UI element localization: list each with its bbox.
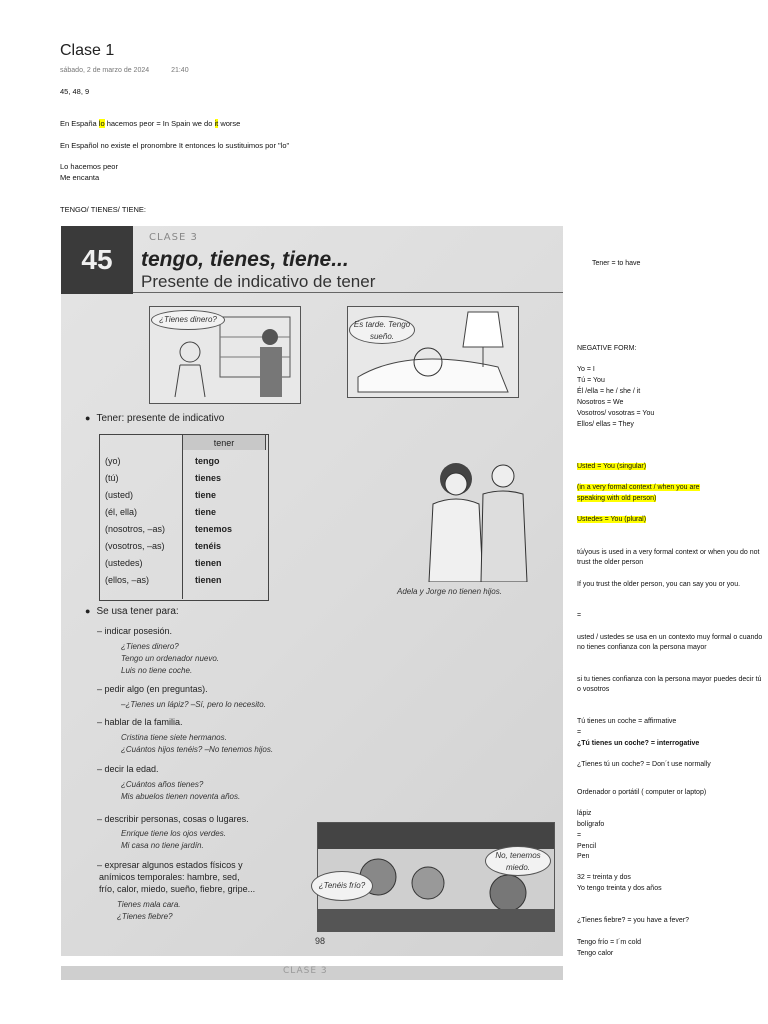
use-estados: – expresar algunos estados físicos y	[97, 860, 243, 870]
use-estados-2: anímicos temporales: hambre, sed,	[99, 872, 240, 882]
use-estados-3: frío, calor, miedo, sueño, fiebre, gripe...	[99, 884, 256, 894]
ex-edad-1: ¿Cuántos años tienes?	[121, 780, 204, 789]
side-affirmative: Tú tienes un coche = affirmative	[577, 718, 677, 725]
note-line2: En Español no existe el pronombre It entonces lo sustituimos por "lo"	[60, 141, 290, 150]
highlight-formal-1: (in a very formal context / when you are	[577, 484, 700, 491]
note-line1-a: En España	[60, 119, 99, 128]
conj-pron-nosotros: (nosotros, –as)	[105, 524, 166, 534]
side-formal-1	[577, 484, 700, 491]
side-pencil: Pencil	[577, 843, 597, 850]
ex-describir-2: Mi casa no tiene jardín.	[121, 841, 204, 850]
side-age: Yo tengo treinta y dos años	[577, 885, 662, 892]
side-cold: Tengo frío = I´m cold	[577, 939, 642, 946]
ex-familia-2: ¿Cuántos hijos tenéis? –No tenemos hijos.	[121, 745, 274, 754]
handwritten-note: CLASE 3	[149, 232, 198, 243]
highlight-it: it	[214, 119, 219, 128]
side-para-3: usted / ustedes se usa en un contexto muy formal o cuando no tienes confianza con la persona mayor	[577, 634, 763, 651]
side-ustedes	[577, 516, 646, 523]
use-edad: – decir la edad.	[97, 764, 159, 774]
use-familia: – hablar de la familia.	[97, 717, 183, 727]
conj-pron-vosotros: (vosotros, –as)	[105, 541, 165, 551]
conj-form-teneis: tenéis	[195, 541, 222, 551]
side-pron-ellos: Ellos/ ellas = They	[577, 421, 634, 428]
side-para-1: tú/yous is used in a very formal context or when you do not trust the older person	[577, 549, 760, 566]
conj-form-tengo: tengo	[195, 456, 220, 466]
bullet-usos: ● Se usa tener para:	[85, 606, 179, 617]
conj-pron-ellos: (ellos, –as)	[105, 575, 150, 585]
conj-pron-el: (él, ella)	[105, 507, 138, 517]
side-pron-tu: Tú = You	[577, 377, 605, 384]
ex-posesion-1: ¿Tienes dinero?	[121, 642, 179, 651]
side-boligrafo: bolígrafo	[577, 821, 605, 828]
conjugation-header: tener	[182, 434, 266, 450]
unit-subtitle: Presente de indicativo de tener	[141, 272, 376, 291]
highlight-lo: lo	[98, 119, 105, 128]
side-lapiz: lápiz	[577, 810, 592, 817]
couple-caption: Adela y Jorge no tienen hijos.	[397, 587, 502, 596]
title-rule	[133, 292, 563, 293]
note-line1-b: hacemos peor = In Spain we do	[104, 119, 215, 128]
conj-form-tiene-el: tiene	[195, 507, 217, 517]
page-time: 21:40	[171, 67, 189, 74]
side-pron-yo: Yo = I	[577, 366, 595, 373]
page-meta	[60, 67, 209, 74]
note-section: TENGO/ TIENES/ TIENE:	[60, 205, 146, 214]
conj-pron-tu: (tú)	[105, 473, 119, 483]
note-pages: 45, 48, 9	[60, 87, 90, 96]
use-pedir: – pedir algo (en preguntas).	[97, 684, 208, 694]
ex-posesion-3: Luis no tiene coche.	[121, 666, 193, 675]
speech-bubble-miedo: No, tenemos miedo.	[485, 846, 551, 876]
page-date: sábado, 2 de marzo de 2024	[60, 67, 150, 74]
conj-form-tienen-ellos: tienen	[195, 575, 222, 585]
side-fever: ¿Tienes fiebre? = you have a fever?	[577, 917, 689, 924]
side-hot: Tengo calor	[577, 950, 614, 957]
side-pron-vosotros: Vosotros/ vosotras = You	[577, 410, 655, 417]
conj-form-tenemos: tenemos	[195, 524, 233, 534]
page-title: Clase 1	[60, 42, 115, 59]
side-eq-1: =	[577, 612, 582, 619]
ex-estados-2: ¿Tienes fiebre?	[117, 912, 173, 921]
side-para-4: si tu tienes confianza con la persona mayor puedes decir tú o vosotros	[577, 676, 762, 693]
conj-form-tienes: tienes	[195, 473, 222, 483]
page-number: 98	[315, 936, 326, 946]
bullet-presente: ● Tener: presente de indicativo	[85, 413, 224, 424]
handwritten-note-2: CLASE 3	[283, 966, 328, 976]
use-posesion: – indicar posesión.	[97, 626, 173, 636]
highlight-usted: Usted = You (singular)	[577, 463, 647, 470]
side-para-2: If you trust the older person, you can say you or you.	[577, 581, 741, 588]
conj-form-tienen-ustedes: tienen	[195, 558, 222, 568]
side-formal-2	[577, 495, 656, 502]
conj-pron-yo: (yo)	[105, 456, 121, 466]
conj-pron-ustedes: (ustedes)	[105, 558, 143, 568]
conjugation-divider	[182, 450, 183, 599]
note-line3: Lo hacemos peor	[60, 162, 118, 171]
side-pen: Pen	[577, 853, 590, 860]
side-pron-el: Él /ella = he / she / it	[577, 388, 641, 395]
side-usted	[577, 463, 646, 470]
scanned-page	[61, 226, 563, 956]
ex-pedir-1: –¿Tienes un lápiz? –Sí, pero lo necesito.	[121, 700, 266, 709]
ex-estados-1: Tienes mala cara.	[117, 900, 181, 909]
side-pron-nosotros: Nosotros = We	[577, 399, 624, 406]
note-line1-c: worse	[218, 119, 241, 128]
side-negative: NEGATIVE FORM:	[577, 345, 637, 352]
highlight-formal-2: speaking with old person)	[577, 495, 657, 502]
side-ordenador: Ordenador o portátil ( computer or laptop)	[577, 789, 707, 796]
use-describir: – describir personas, cosas o lugares.	[97, 814, 249, 824]
conj-pron-usted: (usted)	[105, 490, 134, 500]
note-line4: Me encanta	[60, 173, 100, 182]
illustration-couple	[411, 454, 541, 582]
note-line1	[60, 119, 240, 128]
ex-edad-2: Mis abuelos tienen noventa años.	[121, 792, 241, 801]
ex-familia-1: Cristina tiene siete hermanos.	[121, 733, 227, 742]
scanned-page-2	[61, 966, 563, 980]
couple-drawing	[411, 454, 541, 582]
ex-describir-1: Enrique tiene los ojos verdes.	[121, 829, 226, 838]
side-tener: Tener = to have	[592, 260, 641, 267]
side-interrogative: ¿Tú tienes un coche? = interrogative	[577, 740, 700, 747]
highlight-ustedes: Ustedes = You (plural)	[577, 516, 647, 523]
ex-posesion-2: Tengo un ordenador nuevo.	[121, 654, 220, 663]
side-number: 32 = treinta y dos	[577, 874, 631, 881]
side-eq-2: =	[577, 729, 582, 736]
conj-form-tiene-usted: tiene	[195, 490, 217, 500]
speech-bubble-frio: ¿Tenéis frío?	[311, 871, 373, 901]
speech-bubble-dinero: ¿Tienes dinero?	[151, 310, 225, 330]
side-eq-3: =	[577, 832, 582, 839]
side-dont: ¿Tienes tú un coche? = Don´t use normally	[577, 761, 711, 768]
unit-number: 45	[61, 226, 133, 294]
unit-title: tengo, tienes, tiene...	[141, 248, 349, 271]
speech-bubble-sueno: Es tarde. Tengo sueño.	[349, 316, 415, 344]
